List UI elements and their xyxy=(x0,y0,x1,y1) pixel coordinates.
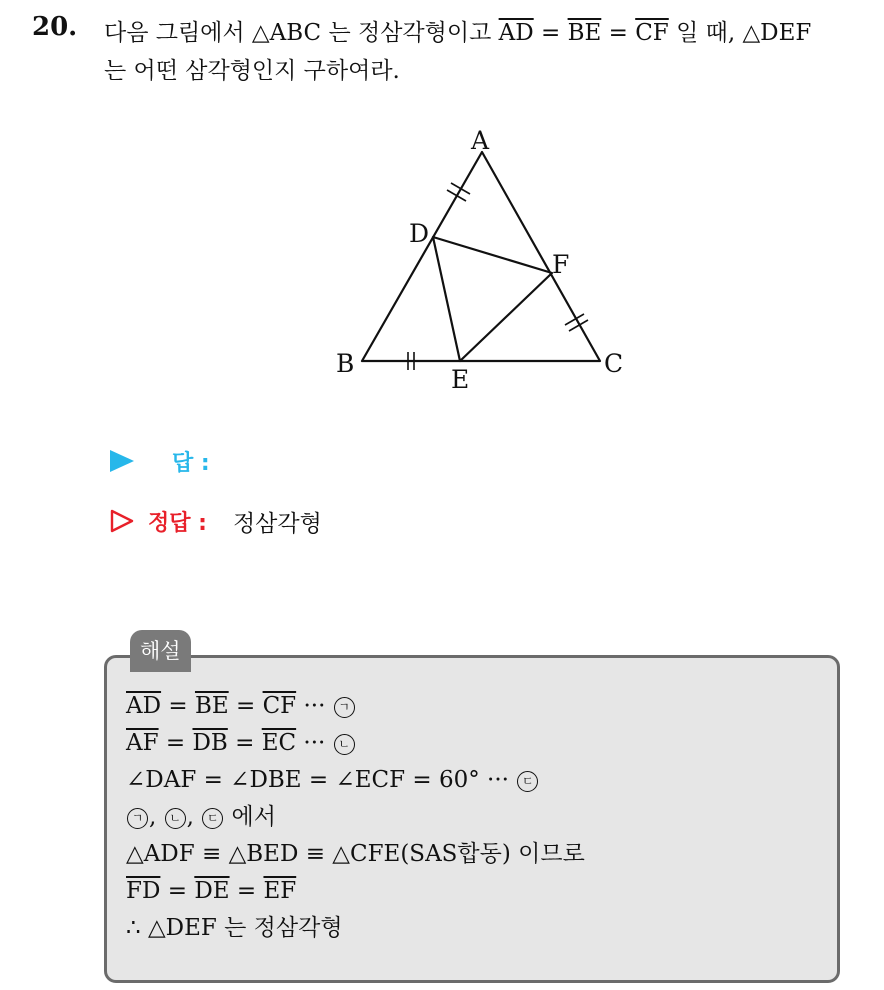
segment: $\overline{AF}$ xyxy=(126,730,159,756)
question-number: 20. xyxy=(32,12,78,42)
segment: $\overline{DB}$ xyxy=(192,730,228,756)
explanation-line-3 xyxy=(126,762,585,799)
question-text xyxy=(104,14,874,90)
equals-sign: = xyxy=(227,730,262,756)
equals-sign: = xyxy=(601,20,636,46)
answer-row xyxy=(110,444,236,478)
circled-label: ㄴ xyxy=(165,808,186,829)
segment: $\overline{EF}$ xyxy=(263,878,297,904)
equals-sign: = xyxy=(160,878,195,904)
tick-mark-cf xyxy=(565,314,588,331)
vertex-label-b: B xyxy=(336,349,355,378)
equals-sign: = xyxy=(158,730,193,756)
segment: $\overline{DE}$ xyxy=(194,878,230,904)
circled-label: ㄱ xyxy=(127,808,148,829)
segment: $\overline{FD}$ xyxy=(126,878,161,904)
outline-triangle-icon xyxy=(110,509,134,533)
explanation-text: 에서 xyxy=(224,804,276,830)
circled-label: ㄱ xyxy=(334,697,355,718)
segment-be: $\overline{BE}$ xyxy=(567,20,602,46)
explanation-line-2 xyxy=(126,725,585,762)
explanation-line-5 xyxy=(126,836,585,873)
angle-equation: ∠DAF = ∠DBE = ∠ECF = 60° ··· xyxy=(126,767,517,793)
answer-label: 답 : xyxy=(172,450,210,476)
question-text-part2: 일 때, △DEF xyxy=(668,20,812,46)
vertex-label-c: C xyxy=(604,349,624,378)
explanation-tab: 해설 xyxy=(130,630,191,672)
equals-sign: = xyxy=(161,693,195,719)
segment-ad: $\overline{AD}$ xyxy=(498,20,534,46)
explanation-line-4 xyxy=(126,799,585,836)
vertex-label-d: D xyxy=(409,219,430,248)
triangle-figure xyxy=(330,122,630,392)
explanation-line-6 xyxy=(126,873,585,910)
correct-answer-value: 정삼각형 xyxy=(232,510,322,537)
vertex-label-f: F xyxy=(552,250,570,279)
congruence-statement: △ADF ≡ △BED ≡ △CFE(SAS합동) 이므로 xyxy=(126,841,585,867)
vertex-label-e: E xyxy=(451,365,470,392)
conclusion: ∴ △DEF 는 정삼각형 xyxy=(126,915,343,941)
ellipsis: ··· xyxy=(296,730,333,756)
explanation-line-1 xyxy=(126,688,585,725)
equals-sign: = xyxy=(228,693,263,719)
triangle-def xyxy=(433,237,552,361)
separator: , xyxy=(149,804,164,830)
play-triangle-icon xyxy=(110,450,134,472)
question-text-line2: 는 어떤 삼각형인지 구하여라. xyxy=(104,58,400,84)
separator: , xyxy=(186,804,202,830)
ellipsis: ··· xyxy=(296,693,333,719)
vertex-label-a: A xyxy=(471,126,490,155)
explanation-body xyxy=(126,688,585,947)
circled-label: ㄴ xyxy=(334,734,355,755)
segment: $\overline{EC}$ xyxy=(261,730,297,756)
explanation-line-7 xyxy=(126,910,585,947)
equals-sign: = xyxy=(229,878,264,904)
circled-label: ㄷ xyxy=(517,771,538,792)
equals-sign: = xyxy=(533,20,568,46)
correct-answer-label: 정답 : xyxy=(148,510,207,536)
circled-label: ㄷ xyxy=(202,808,223,829)
correct-answer-row xyxy=(110,504,322,538)
segment: $\overline{BE}$ xyxy=(194,693,229,719)
segment: $\overline{AD}$ xyxy=(126,693,162,719)
segment-cf: $\overline{CF}$ xyxy=(635,20,669,46)
segment: $\overline{CF}$ xyxy=(262,693,297,719)
question-text-part1: 다음 그림에서 △ABC 는 정삼각형이고 xyxy=(104,20,499,46)
